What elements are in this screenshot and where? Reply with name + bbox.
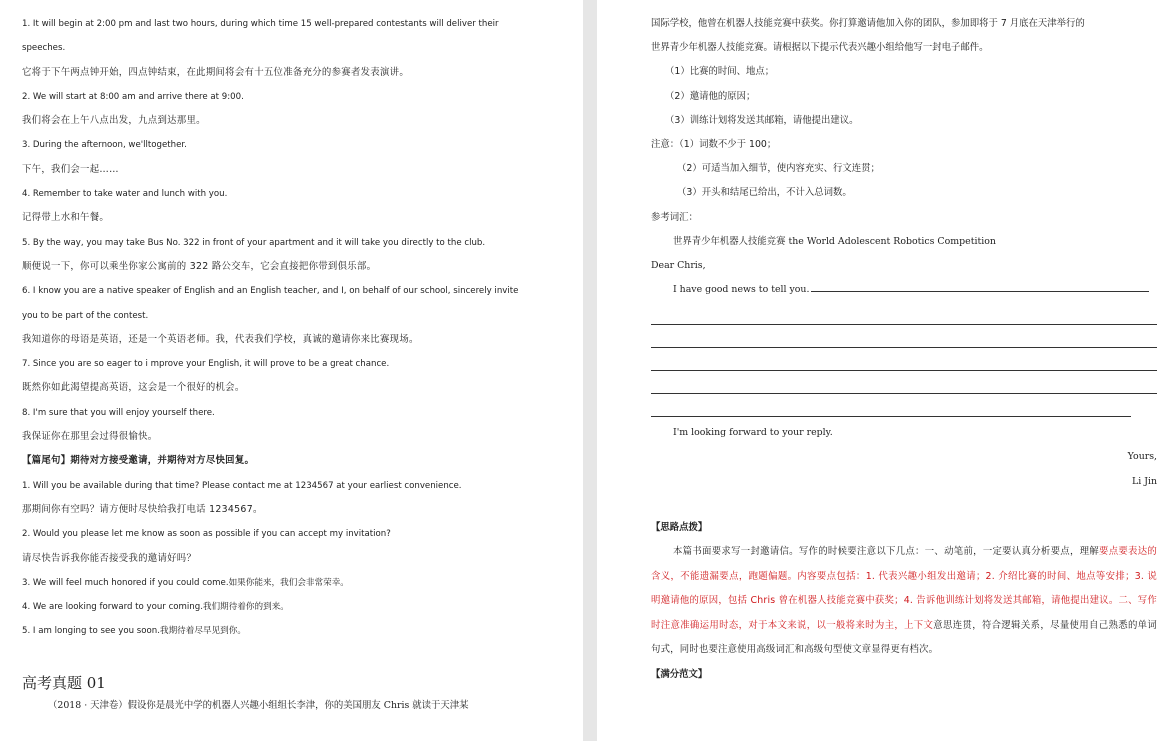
- text-line: 请尽快告诉我你能否接受我的邀请好吗？: [22, 552, 197, 564]
- task-line: （3）开头和结尾已给出，不计入总词数。: [677, 187, 852, 199]
- text-line: speeches.: [22, 43, 66, 54]
- text-line: 我知道你的母语是英语，还是一个英语老师。我，代表我们学校，真诚的邀请你来比赛现场。: [22, 333, 419, 345]
- model-heading: 【满分范文】: [651, 668, 708, 680]
- letter-salutation: Dear Chris,: [651, 259, 706, 271]
- text-line: 5. I am longing to see you soon.我期待着尽早见到你。: [22, 626, 246, 637]
- tips-text: 意思连贯，符合逻辑关系，尽量使用自己熟悉的单词句式，同时也要注意使用高级词汇和高级句型使文章显得更有档次。: [651, 619, 1157, 655]
- letter-signoff: Yours,: [1127, 451, 1157, 463]
- text-line: you to be part of the contest.: [22, 310, 149, 321]
- text-line: 8. I'm sure that you will enjoy yourself there.: [22, 407, 215, 418]
- task-line: 世界青少年机器人技能竞赛。请根据以下提示代表兴趣小组给他写一封电子邮件。: [651, 42, 989, 54]
- task-line: （2）邀请他的原因；: [665, 90, 756, 102]
- vocab-line: 世界青少年机器人技能竞赛 the World Adolescent Robotics Competition: [673, 235, 996, 247]
- text-line: 6. I know you are a native speaker of English and an English teacher, and I, on behalf of our school, sincerely invite: [22, 286, 519, 297]
- tips-text: 本篇书面要求写一封邀请信。写作的时候要注意以下几点：一、动笔前，一定要认真分析要点，理解: [673, 546, 1100, 557]
- text-line: 7. Since you are so eager to i mprove your English, it will prove to be a great chance.: [22, 359, 390, 370]
- writing-blank[interactable]: [651, 302, 1157, 325]
- text-line: 4. Remember to take water and lunch with you.: [22, 189, 228, 200]
- text-line: 2. We will start at 8:00 am and arrive there at 9:00.: [22, 91, 244, 102]
- tips-key-points: 要点要表达的含义，不能遗漏要点，跑题偏题。内容要点包括：1. 代表兴趣小组发出邀请；2. 介绍比赛的时间、地点等安排；3. 说明邀请他的原因，包括 Chris 曾在机器人技能竞赛中获奖；4. 告诉他训练计划将发送其邮箱，请他提出建议。二、写作时注意准确运用时态，对于本文来说，以一般将来时为主，上下文: [651, 546, 1158, 631]
- text-line: 5. By the way, you may take Bus No. 322 in front of your apartment and it will take you directly to the club.: [22, 237, 486, 248]
- task-line: 国际学校，他曾在机器人技能竞赛中获奖。你打算邀请他加入你的团队，参加即将于 7 月底在天津举行的: [651, 18, 1085, 29]
- exam-intro: （2018 · 天津卷）假设你是晨光中学的机器人兴趣小组组长李津，你的美国朋友 Chris 就读于天津某: [48, 699, 469, 711]
- text-line: 那期间你有空吗？请方便时尽快给我打电话 1234567。: [22, 503, 263, 515]
- right-page: [597, 0, 1173, 741]
- tips-paragraph: [651, 540, 1157, 663]
- task-line: 参考词汇：: [651, 211, 698, 223]
- text-line: 1. Will you be available during that time? Please contact me at 1234567 at your earliest convenience.: [22, 480, 462, 491]
- text-line: 记得带上水和午餐。: [22, 212, 110, 224]
- text-line: 它将于下午两点钟开始，四点钟结束，在此期间将会有十五位准备充分的参赛者发表演讲。: [22, 66, 410, 78]
- section-heading: 【篇尾句】期待对方接受邀请，并期待对方尽快回复。: [22, 455, 255, 467]
- writing-blank[interactable]: [651, 394, 1131, 417]
- text-line: 3. During the afternoon, we'lltogether.: [22, 140, 187, 151]
- text-line: 3. We will feel much honored if you could come.如果你能来，我们会非常荣幸。: [22, 577, 349, 588]
- writing-blank[interactable]: [811, 280, 1149, 292]
- text-line: 我保证你在那里会过得很愉快。: [22, 431, 158, 443]
- task-line: （3）训练计划将发送其邮箱，请他提出建议。: [665, 114, 859, 126]
- writing-blank[interactable]: [651, 371, 1157, 394]
- letter-signature: Li Jin: [1132, 475, 1157, 487]
- writing-blank[interactable]: [651, 325, 1157, 348]
- text-line: 2. Would you please let me know as soon as possible if you can accept my invitation?: [22, 529, 391, 540]
- writing-blank[interactable]: [651, 348, 1157, 371]
- text-line: 1. It will begin at 2:00 pm and last two hours, during which time 15 well-prepared contestants will deliver their: [22, 19, 499, 29]
- text-line: 顺便说一下，你可以乘坐你家公寓前的 322 路公交车，它会直接把你带到俱乐部。: [22, 260, 377, 272]
- letter-opening: [651, 278, 1157, 302]
- text-line: 4. We are looking forward to your coming.我们期待着你的到来。: [22, 602, 289, 613]
- text-line: 我们将会在上午八点出发，九点到达那里。: [22, 115, 206, 127]
- text-line: 下午，我们会一起……: [22, 163, 119, 175]
- left-page: [0, 0, 583, 741]
- task-line: （1）比赛的时间、地点；: [665, 66, 775, 78]
- task-line: （2）可适当加入细节，使内容充实、行文连贯；: [677, 163, 880, 175]
- task-line: 注意：（1）词数不少于 100；: [651, 138, 777, 150]
- exam-heading: 高考真题 01: [22, 673, 106, 692]
- letter-opening-text: I have good news to tell you.: [673, 284, 810, 296]
- letter-closing: I'm looking forward to your reply.: [673, 427, 833, 439]
- tips-heading: 【思路点拨】: [651, 521, 708, 533]
- text-line: 既然你如此渴望提高英语，这会是一个很好的机会。: [22, 382, 245, 394]
